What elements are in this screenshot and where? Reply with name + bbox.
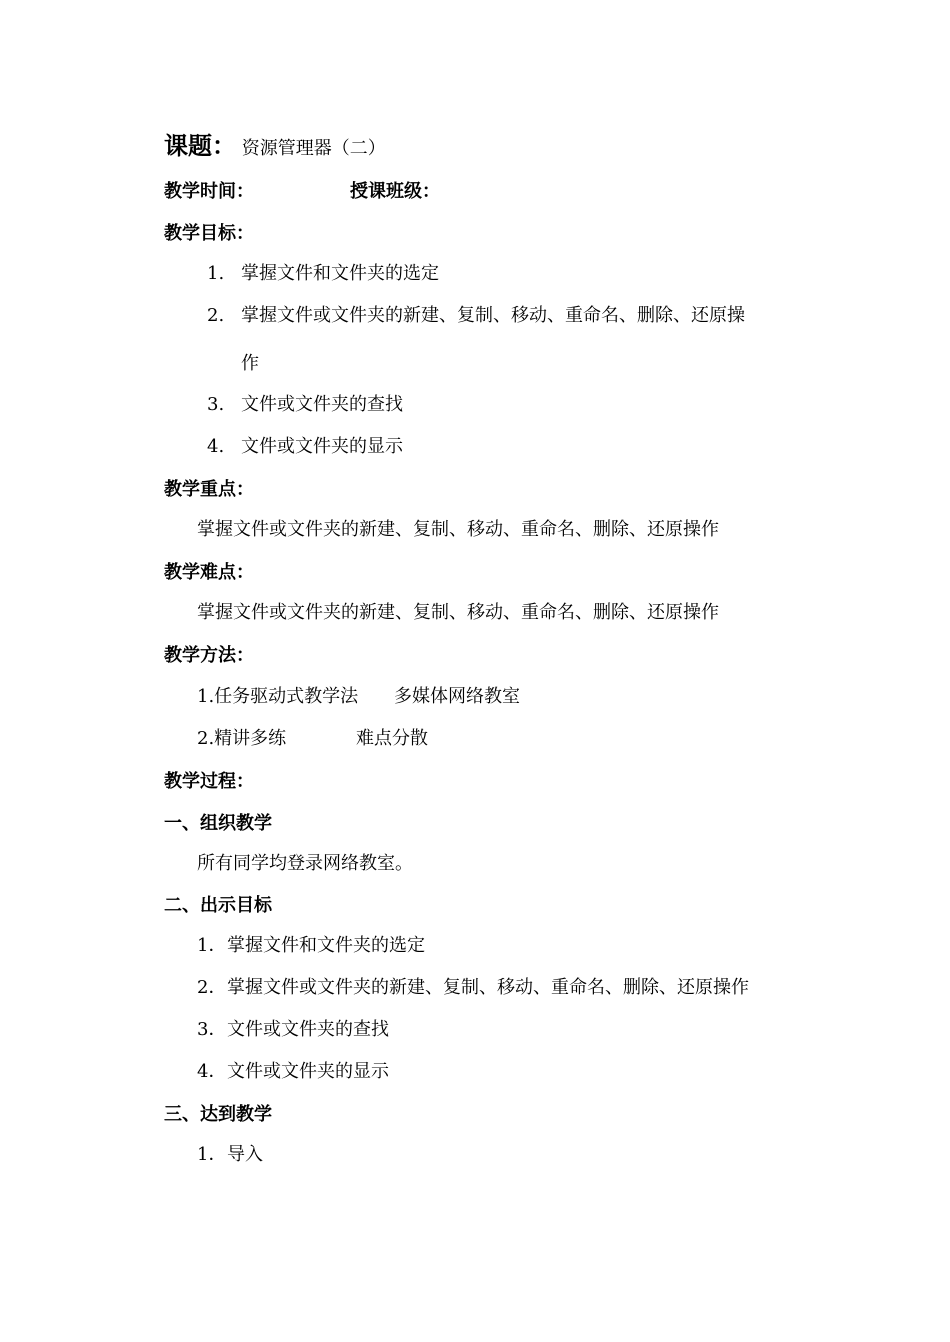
objective-number: 3. <box>207 394 225 415</box>
teaching-time-label: 教学时间： <box>164 181 254 202</box>
lesson-title-value: 资源管理器（二） <box>241 138 386 159</box>
method-item-right: 难点分散 <box>356 728 428 749</box>
objective-text-continuation: 作 <box>241 353 259 374</box>
section-heading: 一、组织教学 <box>164 813 272 834</box>
method-item-right: 多媒体网络教室 <box>394 686 520 707</box>
list-text: 掌握文件和文件夹的选定 <box>227 935 425 956</box>
method-item-left: 1.任务驱动式教学法 <box>197 686 359 707</box>
section-heading: 三、达到教学 <box>164 1104 272 1125</box>
objective-text: 掌握文件或文件夹的新建、复制、移动、重命名、删除、还原操 <box>241 305 745 326</box>
list-number: 1． <box>197 1144 227 1165</box>
list-text: 掌握文件或文件夹的新建、复制、移动、重命名、删除、还原操作 <box>227 977 749 998</box>
objective-number: 1. <box>207 263 225 284</box>
list-item <box>197 1018 389 1042</box>
objective-text: 文件或文件夹的显示 <box>241 436 403 457</box>
list-item <box>197 1143 263 1167</box>
list-number: 1． <box>197 935 227 956</box>
objective-text: 掌握文件和文件夹的选定 <box>241 263 439 284</box>
list-item <box>197 1060 389 1084</box>
objectives-heading: 教学目标： <box>164 223 254 244</box>
difficulties-heading: 教学难点： <box>164 562 254 583</box>
objective-item <box>207 304 745 328</box>
objective-item <box>207 262 439 286</box>
objective-number: 2. <box>207 305 225 326</box>
key-points-heading: 教学重点： <box>164 479 254 500</box>
objective-item <box>207 435 403 459</box>
process-heading: 教学过程： <box>164 771 254 792</box>
list-number: 2． <box>197 977 227 998</box>
objective-number: 4. <box>207 436 225 457</box>
list-item <box>197 976 749 1000</box>
method-item-left: 2.精讲多练 <box>197 728 287 749</box>
key-points-text: 掌握文件或文件夹的新建、复制、移动、重命名、删除、还原操作 <box>197 519 719 540</box>
list-number: 3． <box>197 1019 227 1040</box>
objective-item <box>207 393 403 417</box>
methods-heading: 教学方法： <box>164 645 254 666</box>
section-heading: 二、出示目标 <box>164 895 272 916</box>
lesson-title-label: 课题： <box>164 131 236 160</box>
lesson-title-row <box>164 131 386 161</box>
list-text: 文件或文件夹的查找 <box>227 1019 389 1040</box>
class-label: 授课班级： <box>350 181 440 202</box>
list-number: 4． <box>197 1061 227 1082</box>
difficulties-text: 掌握文件或文件夹的新建、复制、移动、重命名、删除、还原操作 <box>197 602 719 623</box>
list-text: 导入 <box>227 1144 263 1165</box>
objective-text: 文件或文件夹的查找 <box>241 394 403 415</box>
list-text: 文件或文件夹的显示 <box>227 1061 389 1082</box>
section-text: 所有同学均登录网络教室。 <box>197 853 413 874</box>
list-item <box>197 934 425 958</box>
